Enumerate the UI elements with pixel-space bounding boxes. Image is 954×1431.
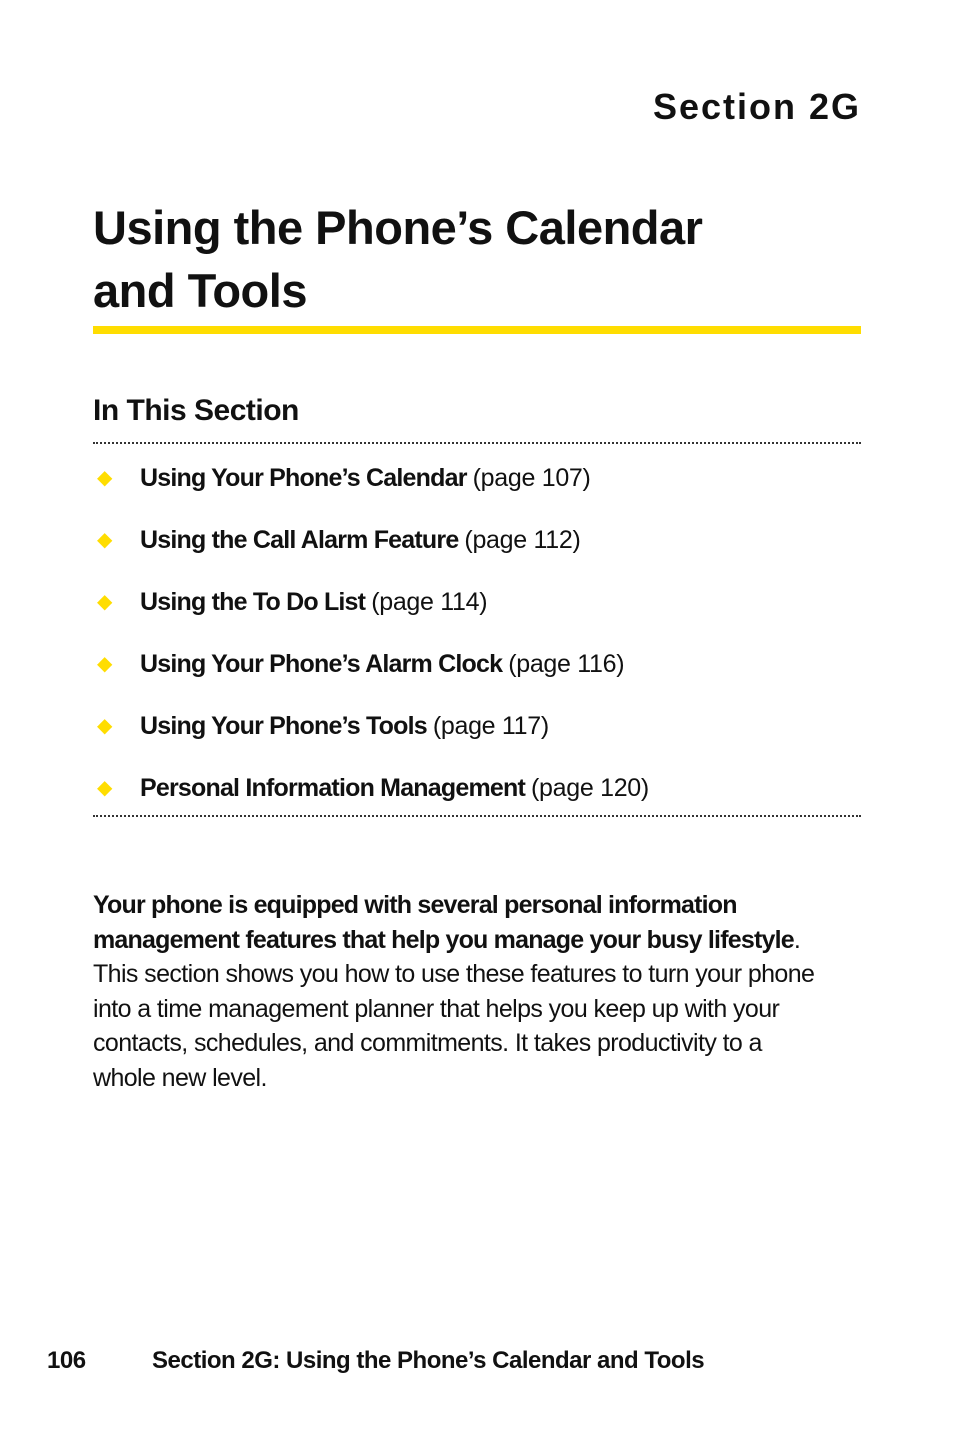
list-item[interactable] (93, 645, 861, 707)
toc-item-title: Using the To Do List (140, 588, 366, 616)
intro-bold-text: Your phone is equipped with several personal information management features that help you manage your busy lifestyle (93, 891, 794, 954)
in-this-section-heading: In This Section (93, 394, 299, 427)
dotted-divider-top (93, 442, 861, 444)
list-item[interactable] (93, 707, 861, 769)
intro-paragraph (93, 888, 823, 1096)
toc-item-title: Using Your Phone’s Tools (140, 712, 427, 740)
toc-item-page: (page 120) (531, 774, 649, 802)
section-label: Section 2G (652, 86, 861, 127)
page-title-line-1: Using the Phone’s Calendar (93, 201, 703, 254)
dotted-divider-bottom (93, 815, 861, 817)
toc-item-page: (page 107) (472, 464, 591, 492)
list-item[interactable] (93, 583, 861, 645)
toc-item-page: (page 116) (508, 650, 625, 678)
footer-running-title: Section 2G: Using the Phone’s Calendar and Tools (152, 1347, 705, 1374)
page-title-line-2: and Tools (93, 264, 307, 317)
footer-page-number: 106 (47, 1347, 86, 1374)
diamond-icon: ◆ (97, 715, 113, 737)
toc-item-title: Using the Call Alarm Feature (140, 526, 459, 554)
toc-item-page: (page 114) (371, 588, 488, 616)
intro-body-text: . This section shows you how to use these features to turn your phone into a time management planner that helps you keep up with your contacts, schedules, and commitments. It takes productivity to a whole new level. (93, 925, 815, 1092)
page-footer (47, 1347, 704, 1375)
toc-item-title: Personal Information Management (140, 774, 525, 802)
list-item[interactable] (93, 769, 861, 831)
diamond-icon: ◆ (97, 467, 113, 489)
toc-item-page: (page 112) (464, 526, 581, 554)
section-contents-list (93, 459, 861, 831)
diamond-icon: ◆ (97, 591, 113, 613)
diamond-icon: ◆ (97, 653, 113, 675)
page-title (93, 196, 861, 322)
list-item[interactable] (93, 521, 861, 583)
diamond-icon: ◆ (97, 777, 113, 799)
title-underline (93, 326, 861, 334)
toc-item-title: Using Your Phone’s Calendar (140, 464, 467, 492)
toc-item-title: Using Your Phone’s Alarm Clock (140, 650, 503, 678)
list-item[interactable] (93, 459, 861, 521)
toc-item-page: (page 117) (432, 712, 549, 740)
diamond-icon: ◆ (97, 529, 113, 551)
